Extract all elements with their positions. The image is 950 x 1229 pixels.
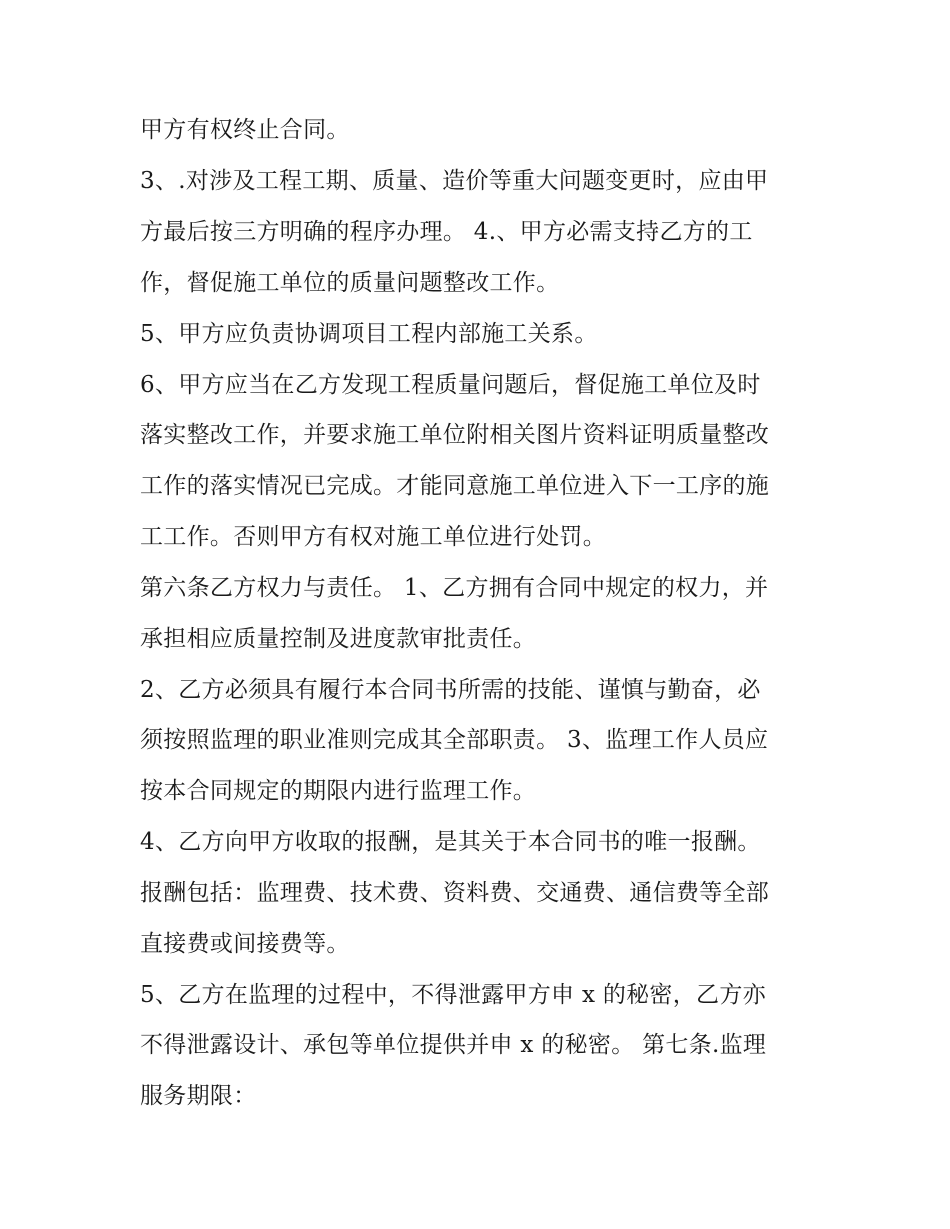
text-line: 服务期限： [140,1083,257,1109]
text-line: 须按照监理的职业准则完成其全部职责。 3、监理工作人员应 [140,727,769,753]
text-line: 第六条乙方权力与责任。 1、乙方拥有合同中规定的权力，并 [140,575,769,601]
text-line: 3、.对涉及工程工期、质量、造价等重大问题变更时，应由甲 [140,168,769,194]
text-line: 6、甲方应当在乙方发现工程质量问题后，督促施工单位及时 [140,372,761,398]
text-line: 工工作。否则甲方有权对施工单位进行处罚。 [140,524,606,550]
text-line: 不得泄露设计、承包等单位提供并申 x 的秘密。 第七条.监理 [140,1032,767,1058]
text-line: 5、甲方应负责协调项目工程内部施工关系。 [140,321,598,347]
text-line: 承担相应质量控制及进度款审批责任。 [140,626,537,652]
text-line: 报酬包括：监理费、技术费、资料费、交通费、通信费等全部 [140,880,770,906]
text-line: 2、乙方必须具有履行本合同书所需的技能、谨慎与勤奋，必 [140,677,761,703]
text-line: 5、乙方在监理的过程中，不得泄露甲方申 x 的秘密，乙方亦 [140,982,766,1008]
text-line: 甲方有权终止合同。 [140,117,350,143]
text-line: 方最后按三方明确的程序办理。 4.、甲方必需支持乙方的工 [140,219,753,245]
text-line: 工作的落实情况已完成。才能同意施工单位进入下一工序的施 [140,473,770,499]
text-line: 直接费或间接费等。 [140,931,350,957]
text-line: 落实整改工作，并要求施工单位附相关图片资料证明质量整改 [140,422,770,448]
text-line: 作，督促施工单位的质量问题整改工作。 [140,270,560,296]
text-line: 4、乙方向甲方收取的报酬，是其关于本合同书的唯一报酬。 [140,829,761,855]
text-line: 按本合同规定的期限内进行监理工作。 [140,778,537,804]
